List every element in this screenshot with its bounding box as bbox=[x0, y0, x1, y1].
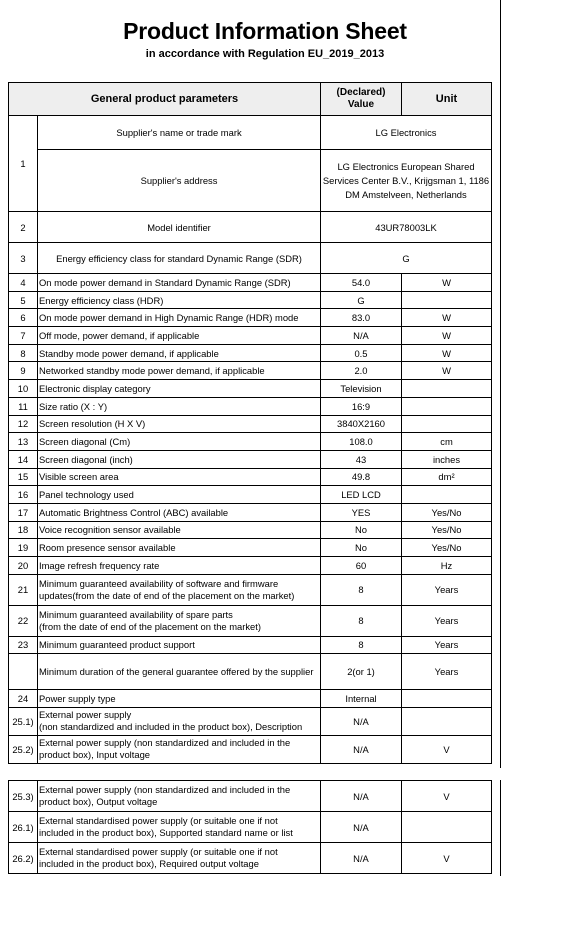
table-row bbox=[9, 574, 492, 605]
row-value: 43 bbox=[321, 450, 402, 468]
address-line: DM Amstelveen, Netherlands bbox=[345, 188, 467, 200]
table-row bbox=[9, 243, 492, 274]
table-row bbox=[9, 362, 492, 380]
row-label-line: External standardised power supply (or suitable one if not bbox=[39, 815, 278, 826]
row-value: N/A bbox=[321, 843, 402, 874]
row-number: 1 bbox=[9, 116, 38, 212]
table-row bbox=[9, 116, 492, 150]
table-row bbox=[9, 344, 492, 362]
table-row bbox=[9, 781, 492, 812]
row-label: Voice recognition sensor available bbox=[38, 521, 321, 539]
product-info-table-continued bbox=[8, 780, 492, 874]
row-label: Networked standby mode power demand, if applicable bbox=[38, 362, 321, 380]
right-border-line-lower bbox=[500, 780, 501, 876]
row-value: 83.0 bbox=[321, 309, 402, 327]
row-unit: V bbox=[402, 735, 492, 763]
row-unit bbox=[402, 707, 492, 735]
row-unit: W bbox=[402, 274, 492, 292]
row-label-line: External power supply (non standardized and included in the bbox=[39, 737, 291, 749]
row-number: 2 bbox=[9, 212, 38, 243]
product-info-table bbox=[8, 82, 492, 764]
row-value: 60 bbox=[321, 557, 402, 575]
row-number: 9 bbox=[9, 362, 38, 380]
table-row bbox=[9, 521, 492, 539]
header-value-line2: Value bbox=[347, 99, 375, 110]
row-label-line: External power supply (non standardized and included in the bbox=[39, 784, 291, 795]
row-value: 0.5 bbox=[321, 344, 402, 362]
table-row bbox=[9, 503, 492, 521]
row-number: 25.2) bbox=[9, 735, 38, 763]
table-row bbox=[9, 433, 492, 451]
row-value: N/A bbox=[321, 735, 402, 763]
row-label-line: (from the date of end of the placement on the market) bbox=[39, 620, 261, 632]
row-number: 26.2) bbox=[9, 843, 38, 874]
table-row bbox=[9, 380, 492, 398]
row-number: 19 bbox=[9, 539, 38, 557]
table-row bbox=[9, 636, 492, 653]
external-power-rows bbox=[9, 707, 492, 763]
row-number: 8 bbox=[9, 344, 38, 362]
table-row bbox=[9, 653, 492, 689]
row-value: 2(or 1) bbox=[321, 653, 402, 689]
row-value: 8 bbox=[321, 636, 402, 653]
row-unit: cm bbox=[402, 433, 492, 451]
row-unit: W bbox=[402, 344, 492, 362]
table-row bbox=[9, 605, 492, 636]
row-value: G bbox=[321, 291, 402, 309]
table-row bbox=[9, 735, 492, 763]
row-number: 18 bbox=[9, 521, 38, 539]
row-number: 7 bbox=[9, 327, 38, 345]
row-label: Room presence sensor available bbox=[38, 539, 321, 557]
row-label: Visible screen area bbox=[38, 468, 321, 486]
row-number: 17 bbox=[9, 503, 38, 521]
row-number: 13 bbox=[9, 433, 38, 451]
row-number: 15 bbox=[9, 468, 38, 486]
row-value: G bbox=[321, 243, 492, 274]
row-label: Supplier's address bbox=[38, 150, 321, 212]
row-label bbox=[38, 781, 321, 812]
table-row bbox=[9, 689, 492, 707]
row-value: LG Electronics bbox=[321, 116, 492, 150]
row-label-line: included in the product box), Required output voltage bbox=[39, 858, 259, 869]
table-row bbox=[9, 274, 492, 292]
row-value: N/A bbox=[321, 327, 402, 345]
page-subtitle: in accordance with Regulation EU_2019_2013 bbox=[145, 48, 385, 60]
row-unit: W bbox=[402, 309, 492, 327]
table-row bbox=[9, 327, 492, 345]
row-label-line: External standardised power supply (or suitable one if not bbox=[39, 846, 278, 857]
row-label bbox=[38, 812, 321, 843]
table-row bbox=[9, 450, 492, 468]
row-unit: W bbox=[402, 362, 492, 380]
row-value: YES bbox=[321, 503, 402, 521]
row-value: N/A bbox=[321, 707, 402, 735]
row-value: 3840X2160 bbox=[321, 415, 402, 433]
row-value: N/A bbox=[321, 781, 402, 812]
header-general: General product parameters bbox=[9, 83, 321, 116]
table-row bbox=[9, 812, 492, 843]
row-label: Electronic display category bbox=[38, 380, 321, 398]
row-label: Off mode, power demand, if applicable bbox=[38, 327, 321, 345]
table-row bbox=[9, 707, 492, 735]
header-value-line1: (Declared) bbox=[336, 87, 386, 98]
row-unit: Yes/No bbox=[402, 521, 492, 539]
row-label: Supplier's name or trade mark bbox=[38, 116, 321, 150]
row-label: Panel technology used bbox=[38, 486, 321, 504]
availability-rows bbox=[9, 574, 492, 636]
row-label: Minimum duration of the general guarantee offered by the supplier bbox=[38, 653, 321, 689]
row-unit: Yes/No bbox=[402, 539, 492, 557]
row-value: 54.0 bbox=[321, 274, 402, 292]
row-number: 6 bbox=[9, 309, 38, 327]
row-unit: Years bbox=[402, 574, 492, 605]
table-row bbox=[9, 415, 492, 433]
row-unit bbox=[402, 486, 492, 504]
table-row bbox=[9, 212, 492, 243]
row-unit bbox=[402, 689, 492, 707]
row-unit: inches bbox=[402, 450, 492, 468]
row-label-line: External power supply bbox=[39, 709, 132, 721]
row-label: Energy efficiency class (HDR) bbox=[38, 291, 321, 309]
row-label: Automatic Brightness Control (ABC) available bbox=[38, 503, 321, 521]
row-label: On mode power demand in High Dynamic Range (HDR) mode bbox=[38, 309, 321, 327]
row-label bbox=[38, 605, 321, 636]
row-value: No bbox=[321, 521, 402, 539]
row-number: 5 bbox=[9, 291, 38, 309]
row-value: 108.0 bbox=[321, 433, 402, 451]
row-unit bbox=[402, 812, 492, 843]
row-number: 22 bbox=[9, 605, 38, 636]
row-label: Image refresh frequency rate bbox=[38, 557, 321, 575]
row-unit: Years bbox=[402, 605, 492, 636]
table-row bbox=[9, 291, 492, 309]
row-number: 14 bbox=[9, 450, 38, 468]
table-row bbox=[9, 843, 492, 874]
row-number: 25.1) bbox=[9, 707, 38, 735]
row-value: N/A bbox=[321, 812, 402, 843]
table-row bbox=[9, 397, 492, 415]
row-unit bbox=[402, 397, 492, 415]
row-number bbox=[9, 653, 38, 689]
header-unit: Unit bbox=[402, 83, 492, 116]
row-label-line: Minimum guaranteed availability of software and firmware bbox=[39, 577, 279, 589]
row-label: Standby mode power demand, if applicable bbox=[38, 344, 321, 362]
address-line: LG Electronics European Shared bbox=[337, 160, 475, 172]
row-label bbox=[38, 707, 321, 735]
row-unit: Hz bbox=[402, 557, 492, 575]
row-label-line: product box), Output voltage bbox=[39, 796, 158, 807]
row-number: 24 bbox=[9, 689, 38, 707]
address-line: Services Center B.V., Krijgsman 1, 1186 bbox=[322, 174, 490, 186]
row-label: Energy efficiency class for standard Dynamic Range (SDR) bbox=[38, 243, 321, 274]
row-value: Internal bbox=[321, 689, 402, 707]
row-unit bbox=[402, 415, 492, 433]
external-power-rows-continued bbox=[9, 781, 492, 874]
row-label: Power supply type bbox=[38, 689, 321, 707]
row-unit: Years bbox=[402, 653, 492, 689]
row-value: 8 bbox=[321, 574, 402, 605]
row-label-line: included in the product box), Supported standard name or list bbox=[39, 827, 293, 838]
table-row bbox=[9, 539, 492, 557]
table-header-row bbox=[9, 83, 492, 116]
row-label-line: product box), Input voltage bbox=[39, 749, 151, 761]
table-row bbox=[9, 309, 492, 327]
row-number: 10 bbox=[9, 380, 38, 398]
row-number: 20 bbox=[9, 557, 38, 575]
row-number: 21 bbox=[9, 574, 38, 605]
row-number: 3 bbox=[9, 243, 38, 274]
row-number: 11 bbox=[9, 397, 38, 415]
row-label bbox=[38, 735, 321, 763]
row-unit: W bbox=[402, 327, 492, 345]
row-value: 43UR78003LK bbox=[321, 212, 492, 243]
right-border-line bbox=[500, 0, 501, 768]
row-number: 16 bbox=[9, 486, 38, 504]
row-value: 16:9 bbox=[321, 397, 402, 415]
simple-rows bbox=[9, 274, 492, 575]
table-row bbox=[9, 557, 492, 575]
row-unit bbox=[402, 380, 492, 398]
row-label: On mode power demand in Standard Dynamic Range (SDR) bbox=[38, 274, 321, 292]
row-label-line: Minimum guaranteed availability of spare parts bbox=[39, 608, 233, 620]
row-label-line: (non standardized and included in the product box), Description bbox=[39, 721, 303, 733]
row-unit: Years bbox=[402, 636, 492, 653]
page-title: Product Information Sheet bbox=[123, 18, 407, 44]
row-value bbox=[321, 150, 492, 212]
table-row bbox=[9, 468, 492, 486]
row-label bbox=[38, 843, 321, 874]
row-value: 49.8 bbox=[321, 468, 402, 486]
row-value: 2.0 bbox=[321, 362, 402, 380]
row-unit: Yes/No bbox=[402, 503, 492, 521]
row-value: Television bbox=[321, 380, 402, 398]
row-number: 26.1) bbox=[9, 812, 38, 843]
row-unit: V bbox=[402, 781, 492, 812]
table-row bbox=[9, 486, 492, 504]
row-value: LED LCD bbox=[321, 486, 402, 504]
row-number: 4 bbox=[9, 274, 38, 292]
row-unit bbox=[402, 291, 492, 309]
row-number: 12 bbox=[9, 415, 38, 433]
row-label: Size ratio (X : Y) bbox=[38, 397, 321, 415]
row-unit: dm² bbox=[402, 468, 492, 486]
row-label: Model identifier bbox=[38, 212, 321, 243]
row-value: 8 bbox=[321, 605, 402, 636]
row-label: Screen diagonal (inch) bbox=[38, 450, 321, 468]
header-value bbox=[321, 83, 402, 116]
row-label: Screen diagonal (Cm) bbox=[38, 433, 321, 451]
row-label-line: updates(from the date of end of the placement on the market) bbox=[39, 589, 295, 601]
row-number: 25.3) bbox=[9, 781, 38, 812]
row-unit: V bbox=[402, 843, 492, 874]
row-number: 23 bbox=[9, 636, 38, 653]
row-label: Minimum guaranteed product support bbox=[38, 636, 321, 653]
row-label bbox=[38, 574, 321, 605]
row-label: Screen resolution (H X V) bbox=[38, 415, 321, 433]
table-row bbox=[9, 150, 492, 212]
row-value: No bbox=[321, 539, 402, 557]
